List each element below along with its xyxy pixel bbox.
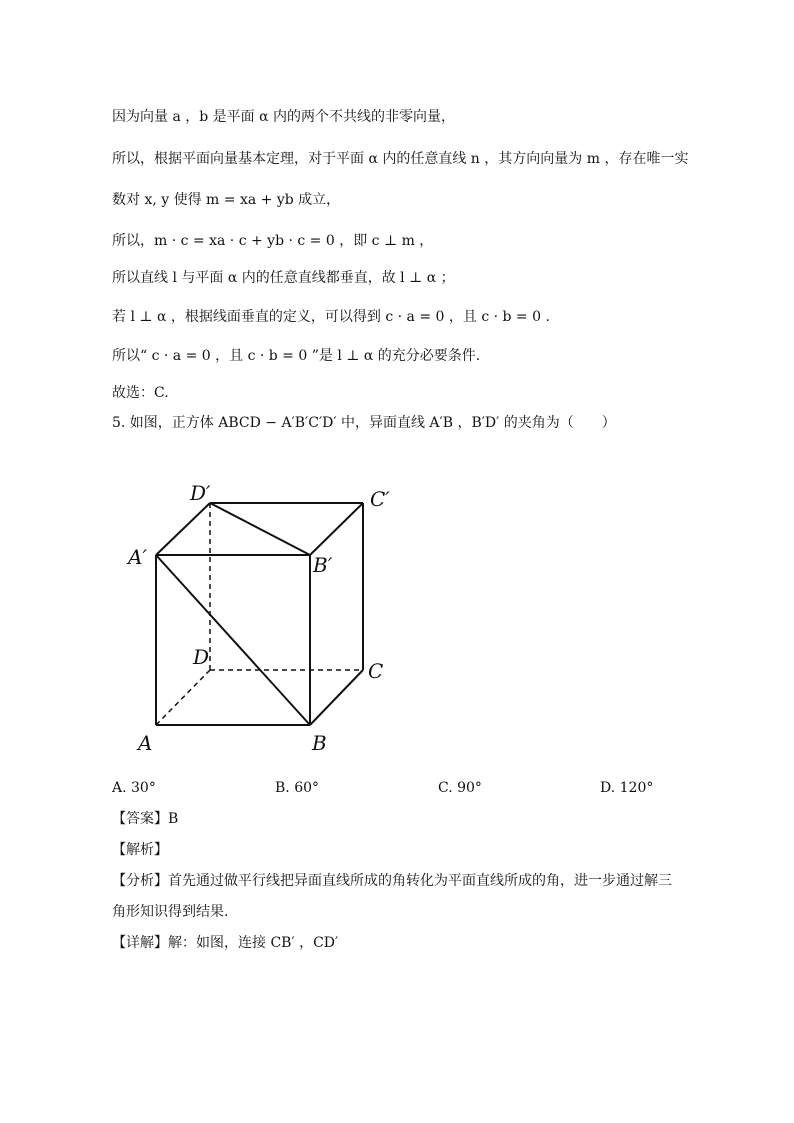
line-5: 所以直线 l 与平面 α 内的任意直线都垂直，故 l ⊥ α ；	[112, 270, 455, 286]
line-6: 若 l ⊥ α ，根据线面垂直的定义，可以得到 c · a = 0 ，且 c · b = 0 .	[112, 309, 550, 325]
analysis-text-1: 【分析】首先通过做平行线把异面直线所成的角转化为平面直线所成的角，进一步通过解三	[112, 873, 672, 889]
label-c-prime: C′	[370, 487, 390, 511]
line-1: 因为向量 a ，b 是平面 α 内的两个不共线的非零向量，	[112, 109, 456, 125]
label-c: C	[368, 659, 384, 683]
label-d-prime: D′	[190, 481, 211, 505]
label-b-prime: B′	[313, 553, 333, 577]
line-3: 数对 x, y 使得 m = xa + yb 成立，	[112, 192, 341, 208]
line-7: 所以“ c · a = 0 ，且 c · b = 0 ”是 l ⊥ α 的充分必要条件.	[112, 348, 481, 364]
question-5: 5. 如图，正方体 ABCD − A′B′C′D′ 中，异面直线 A′B ，B′D′ 的夹角为（ ）	[112, 415, 616, 431]
analysis-heading: 【解析】	[112, 842, 168, 858]
option-d: D. 120°	[600, 780, 654, 796]
option-c: C. 90°	[438, 780, 482, 796]
cube-figure	[120, 470, 420, 760]
label-b: B	[312, 731, 327, 755]
label-a-prime: A′	[128, 545, 147, 569]
answer: 【答案】B	[112, 811, 179, 827]
line-4: 所以，m · c = xa · c + yb · c = 0 ，即 c ⊥ m ，	[112, 233, 434, 249]
hidden-edge-d-a	[156, 670, 210, 725]
line-2: 所以，根据平面向量基本定理，对于平面 α 内的任意直线 n ，其方向向量为 m ，存在唯一实	[112, 151, 689, 167]
edge-a-prime-d-prime	[156, 503, 210, 555]
diagonal-a-prime-b	[156, 555, 310, 725]
label-d: D	[193, 645, 210, 669]
analysis-text-2: 角形知识得到结果.	[112, 904, 229, 920]
diagonal-d-prime-b-prime	[210, 503, 310, 555]
edge-b-prime-c-prime	[310, 503, 363, 555]
line-8: 故选：C.	[112, 385, 169, 401]
option-a: A. 30°	[112, 780, 156, 796]
label-a: A	[138, 731, 153, 755]
option-b: B. 60°	[275, 780, 320, 796]
detail-text: 【详解】解：如图，连接 CB′ ，CD′	[112, 935, 339, 951]
edge-b-c	[310, 670, 363, 725]
